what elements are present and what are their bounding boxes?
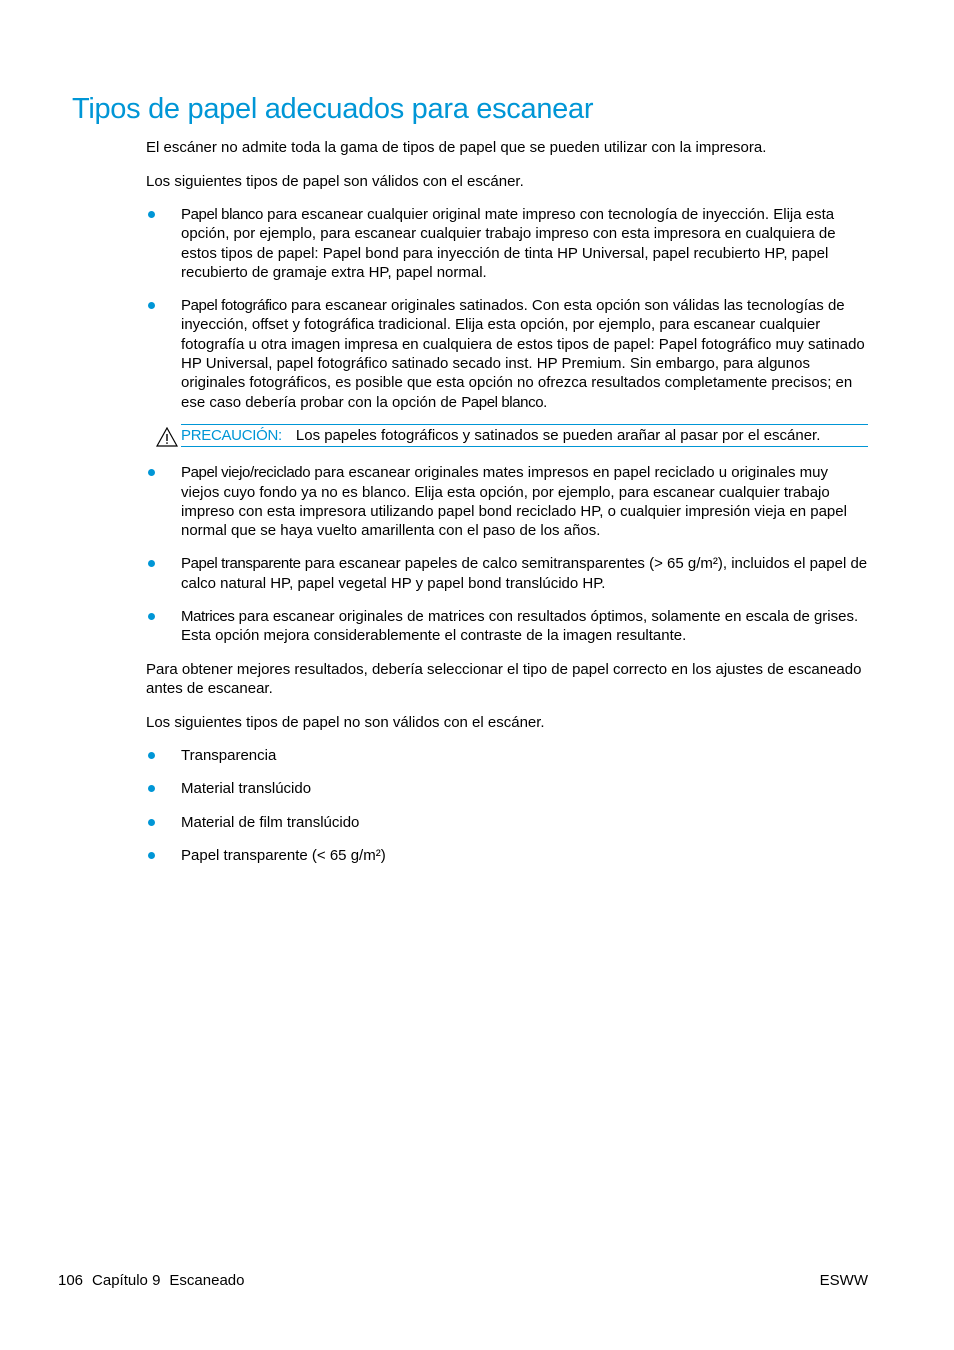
description: para escanear papeles de calco semitransparentes (> 65 g/m²), incluidos el papel de calco natural HP, papel vegetal HP y papel bond translúcido HP. [181,555,868,592]
section-label: Escaneado [169,1272,245,1289]
intro-paragraph: El escáner no admite toda la gama de tipos de papel que se pueden utilizar con la impresora. [146,139,767,156]
term: Papel blanco [181,206,263,223]
list-item [146,463,868,540]
page-footer [58,1271,868,1290]
invalid-intro-paragraph: Los siguientes tipos de papel no son válidos con el escáner. [146,713,545,731]
term: Papel viejo/reciclado [181,464,311,482]
term: Papel blanco [461,393,544,411]
caution-text: Los papeles fotográficos y satinados se pueden arañar al pasar por el escáner. [295,426,821,444]
warning-triangle-icon [156,427,178,447]
invalid-paper-list [146,746,868,865]
description: para escanear originales de matrices con resultados óptimos, solamente en escala de grises. Esta opción mejora considerablemente el contraste de la imagen resultante. [181,608,859,645]
chapter-label: Capítulo 9 [92,1272,161,1289]
bullet-icon [148,752,155,759]
results-paragraph: Para obtener mejores resultados, debería seleccionar el tipo de papel correcto en los ajustes de escaneado antes de escanear. [146,660,862,698]
list-item [146,607,868,646]
term: Papel fotográfico [181,297,287,315]
list-item [146,205,868,282]
footer-left [58,1271,868,1290]
bullet-icon [148,852,155,859]
bullet-icon [148,560,155,567]
description: para escanear cualquier original mate impreso con tecnología de inyección. Elija esta opción, por ejemplo, para escanear cualquier trabajo impreso con esta impresora en cualquiera de estos tipos de papel: Papel bond para inyección de tinta HP Universal, papel recubierto HP, papel recubierto de gramaje extra HP, papel normal. [181,206,836,281]
caution-note [181,424,868,447]
page-title: Tipos de papel adecuados para escanear [72,93,594,125]
bullet-icon [148,613,155,620]
term: Papel transparente [181,555,301,573]
bullet-icon [148,302,155,309]
list-item [146,554,868,593]
description: para escanear originales satinados. Con esta opción son válidas las tecnologías de inyección, offset y fotográfica tradicional. Elija esta opción, por ejemplo, para escanear cualquier fotografía u otra imagen impresa en cualquiera de estos tipos de papel: Papel fotográfico muy satinado HP Universal, papel fotográfico satinado secado inst. HP Premium. Sin embargo, para algunos originales fotográficos, es posible que esta opción no ofrezca resultados completamente precisos; en ese caso debería probar con la opción de [181,297,865,411]
bullet-icon [148,211,155,218]
caution-label: PRECAUCIÓN: [181,426,282,444]
description-tail: . [543,393,548,411]
list-item: Material de film translúcido [146,813,868,832]
list-item [146,296,868,412]
bullet-icon [148,785,155,792]
valid-intro-paragraph: Los siguientes tipos de papel son válidos con el escáner. [146,172,524,190]
list-item: Transparencia [146,746,868,765]
footer-right-label: ESWW [819,1272,868,1289]
description: para escanear originales mates impresos en papel reciclado u originales muy viejos cuyo fondo ya no es blanco. Elija esta opción, por ejemplo, para escanear cualquier trabajo impreso con esta impresora utilizando papel bond reciclado HP, o cualquier impresión vieja en papel normal que se haya vuelto amarillenta con el paso de los años. [181,464,847,540]
page-body [146,138,868,879]
list-item: Material translúcido [146,779,868,798]
page-number: 106 [58,1272,84,1289]
valid-paper-list-continued [146,463,868,645]
valid-paper-list [146,205,868,412]
list-item: Papel transparente (< 65 g/m²) [146,846,868,865]
bullet-icon [148,819,155,826]
bullet-icon [148,469,155,476]
term: Matrices [181,608,235,626]
